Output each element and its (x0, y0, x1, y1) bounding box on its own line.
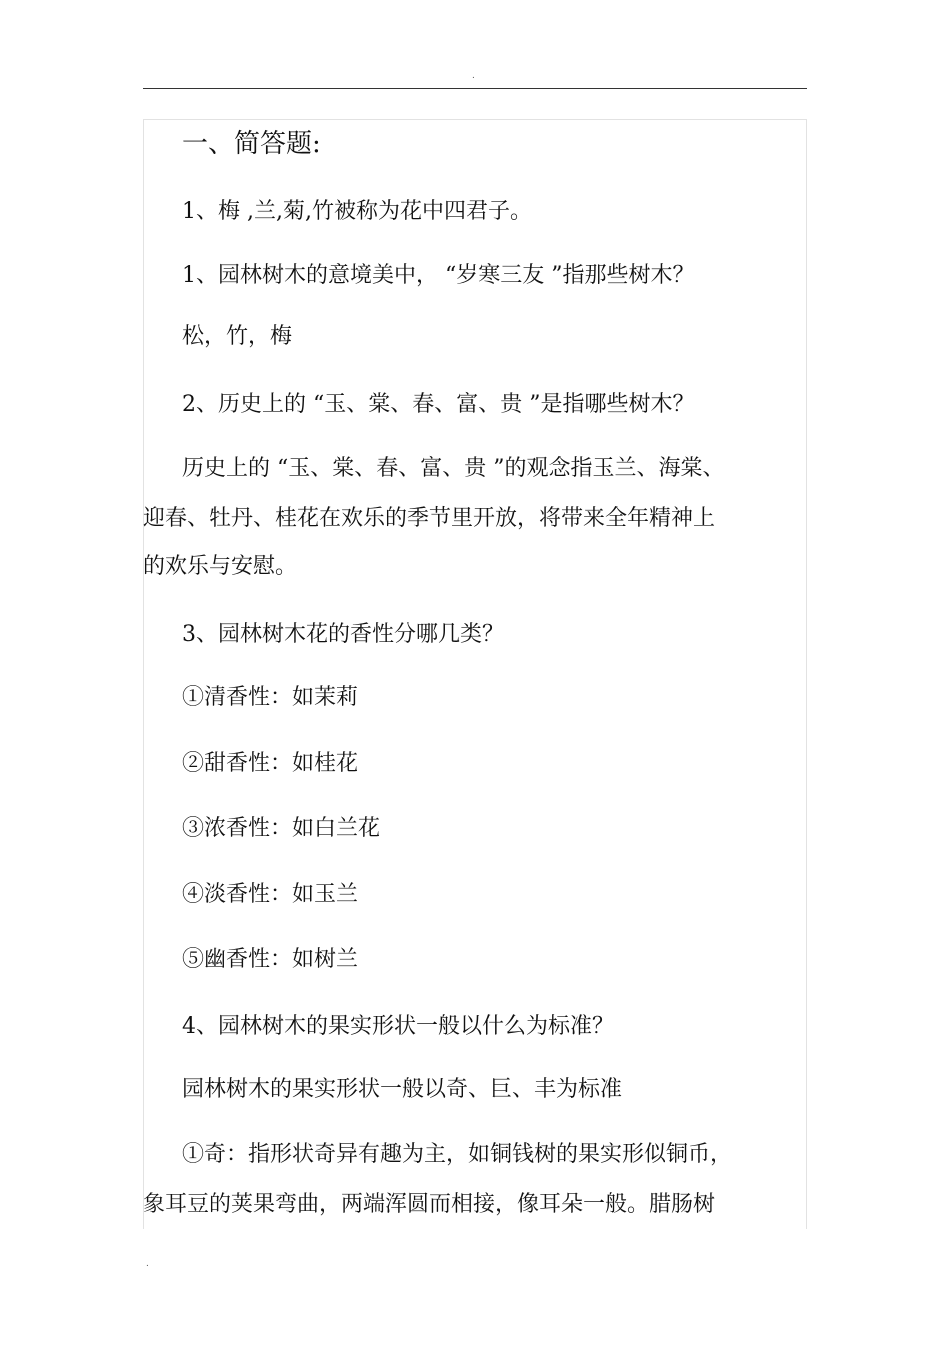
question-line: 4、园林树木的果实形状一般以什么为标准？ (182, 1014, 614, 1039)
question-line: 3、园林树木花的香性分哪几类？ (182, 622, 504, 647)
answer-line: ①奇：指形状奇异有趣为主，如铜钱树的果实形似铜币， (182, 1142, 733, 1167)
section-title: 一、简答题: (182, 129, 321, 159)
page-frame-right (806, 119, 807, 1229)
text-line: 1、梅 ,兰,菊,竹被称为花中四君子。 (182, 199, 532, 224)
header-mark: . (472, 70, 475, 81)
answer-line: 园林树木的果实形状一般以奇、巨、丰为标准 (182, 1077, 623, 1102)
answer-line: 象耳豆的荚果弯曲，两端浑圆而相接，像耳朵一般。腊肠树 (143, 1192, 716, 1217)
list-item: ④淡香性：如玉兰 (182, 882, 359, 907)
answer-line: 松，竹，梅 (182, 324, 293, 349)
answer-line: 的欢乐与安慰。 (143, 554, 298, 579)
list-item: ①清香性：如茉莉 (182, 685, 359, 710)
list-item: ②甜香性：如桂花 (182, 751, 359, 776)
question-line: 1、园林树木的意境美中， “岁寒三友 ”指那些树木？ (182, 263, 695, 288)
header-rule (143, 88, 807, 89)
answer-line: 历史上的 “玉、棠、春、富、贵 ”的观念指玉兰、海棠、 (182, 456, 725, 481)
page-frame-left (143, 119, 144, 1229)
list-item: ③浓香性：如白兰花 (182, 816, 381, 841)
page-frame-top (143, 119, 807, 120)
list-item: ⑤幽香性：如树兰 (182, 947, 359, 972)
footer-mark: . (146, 1258, 149, 1269)
question-line: 2、历史上的 “玉、棠、春、富、贵 ”是指哪些树木？ (182, 392, 695, 417)
answer-line: 迎春、牡丹、桂花在欢乐的季节里开放，将带来全年精神上 (143, 506, 716, 531)
